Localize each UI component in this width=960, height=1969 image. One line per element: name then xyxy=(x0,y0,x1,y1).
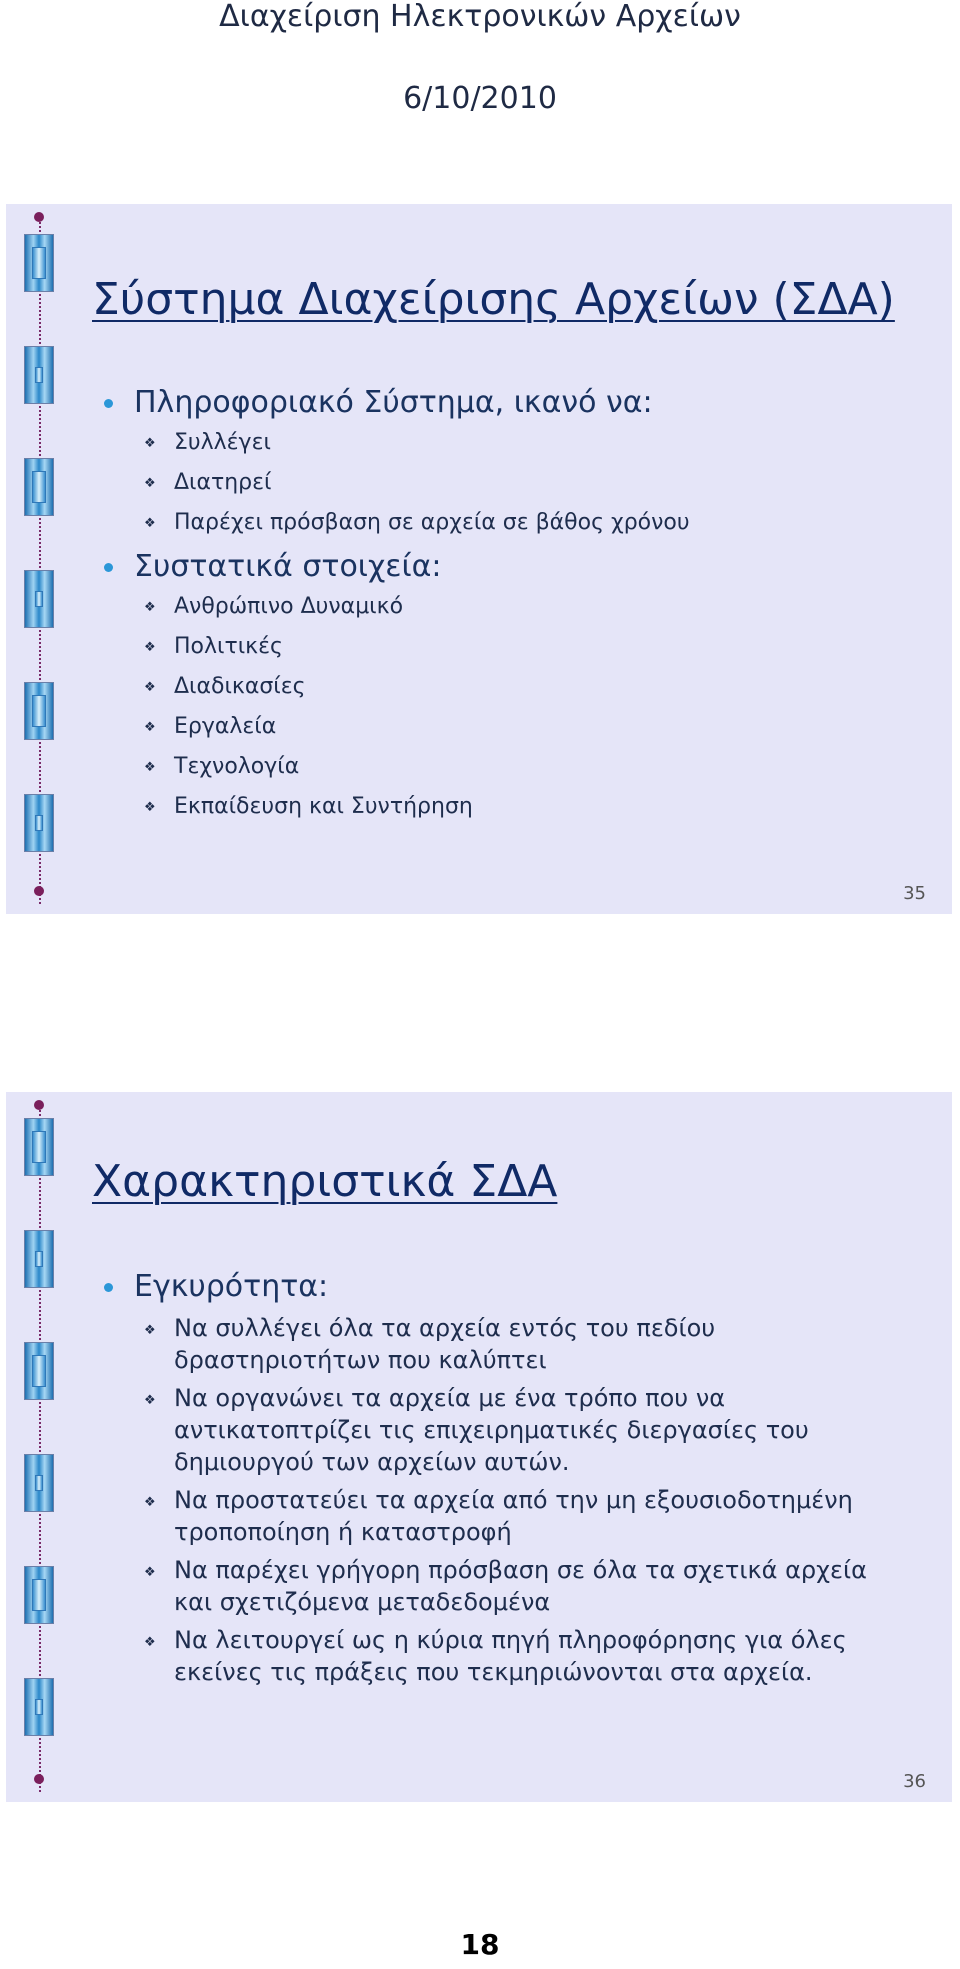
sub-bullet-item: ❖ Διατηρεί xyxy=(102,468,912,498)
decor-tile-icon xyxy=(24,1678,54,1736)
decor-tile-icon xyxy=(24,682,54,740)
rail-dot-icon xyxy=(34,1774,44,1784)
document-date: 6/10/2010 xyxy=(403,81,557,116)
decor-tile-icon xyxy=(24,794,54,852)
rail-dot-icon xyxy=(34,1100,44,1110)
rail-dot-icon xyxy=(34,886,44,896)
decor-tile-icon xyxy=(24,1566,54,1624)
bullet-item: Εγκυρότητα: xyxy=(102,1268,912,1306)
document-title: Διαχείριση Ηλεκτρονικών Αρχείων xyxy=(219,0,741,34)
decor-tile-icon xyxy=(24,1342,54,1400)
sub-bullet-item: ❖ Εργαλεία xyxy=(102,712,912,742)
slide-content xyxy=(102,384,912,832)
rail-dot-icon xyxy=(34,212,44,222)
decor-tile-icon xyxy=(24,1230,54,1288)
decor-tile-icon xyxy=(24,1454,54,1512)
decor-tile-icon xyxy=(24,1118,54,1176)
slide-number: 35 xyxy=(903,883,926,904)
slide-35 xyxy=(6,204,952,914)
sub-bullet-item: ❖ Παρέχει πρόσβαση σε αρχεία σε βάθος χρόνου xyxy=(102,508,912,538)
bullet-item: Πληροφοριακό Σύστημα, ικανό να: xyxy=(102,384,912,422)
sub-bullet-item: ❖ Να προστατεύει τα αρχεία από την μη εξουσιοδοτημένη τροποποίηση ή καταστροφή xyxy=(102,1484,912,1548)
decor-tile-icon xyxy=(24,234,54,292)
sub-bullet-item: ❖ Να παρέχει γρήγορη πρόσβαση σε όλα τα σχετικά αρχεία και σχετιζόμενα μεταδεδομένα xyxy=(102,1554,912,1618)
decor-tile-icon xyxy=(24,346,54,404)
slide-content xyxy=(102,1268,912,1694)
slide-title: Σύστημα Διαχείρισης Αρχείων (ΣΔΑ) xyxy=(92,274,895,325)
sub-bullet-item: ❖ Πολιτικές xyxy=(102,632,912,662)
decor-tile-icon xyxy=(24,570,54,628)
decor-tile-icon xyxy=(24,458,54,516)
slide-36 xyxy=(6,1092,952,1802)
sub-bullet-item: ❖ Να συλλέγει όλα τα αρχεία εντός του πεδίου δραστηριοτήτων που καλύπτει xyxy=(102,1312,912,1376)
sub-bullet-item: ❖ Εκπαίδευση και Συντήρηση xyxy=(102,792,912,822)
sub-bullet-item: ❖ Να λειτουργεί ως η κύρια πηγή πληροφόρησης για όλες εκείνες τις πράξεις που τεκμηριώνονται στα αρχεία. xyxy=(102,1624,912,1688)
slide-title: Χαρακτηριστικά ΣΔΑ xyxy=(92,1156,558,1207)
sub-bullet-item: ❖ Διαδικασίες xyxy=(102,672,912,702)
sub-bullet-item: ❖ Να οργανώνει τα αρχεία με ένα τρόπο που να αντικατοπτρίζει τις επιχειρηματικές διεργασίες του δημιουργού των αρχείων αυτών. xyxy=(102,1382,912,1478)
bullet-item: Συστατικά στοιχεία: xyxy=(102,548,912,586)
page-number: 18 xyxy=(460,1928,500,1961)
slide-number: 36 xyxy=(903,1771,926,1792)
sub-bullet-item: ❖ Τεχνολογία xyxy=(102,752,912,782)
sub-bullet-item: ❖ Συλλέγει xyxy=(102,428,912,458)
sub-bullet-item: ❖ Ανθρώπινο Δυναμικό xyxy=(102,592,912,622)
